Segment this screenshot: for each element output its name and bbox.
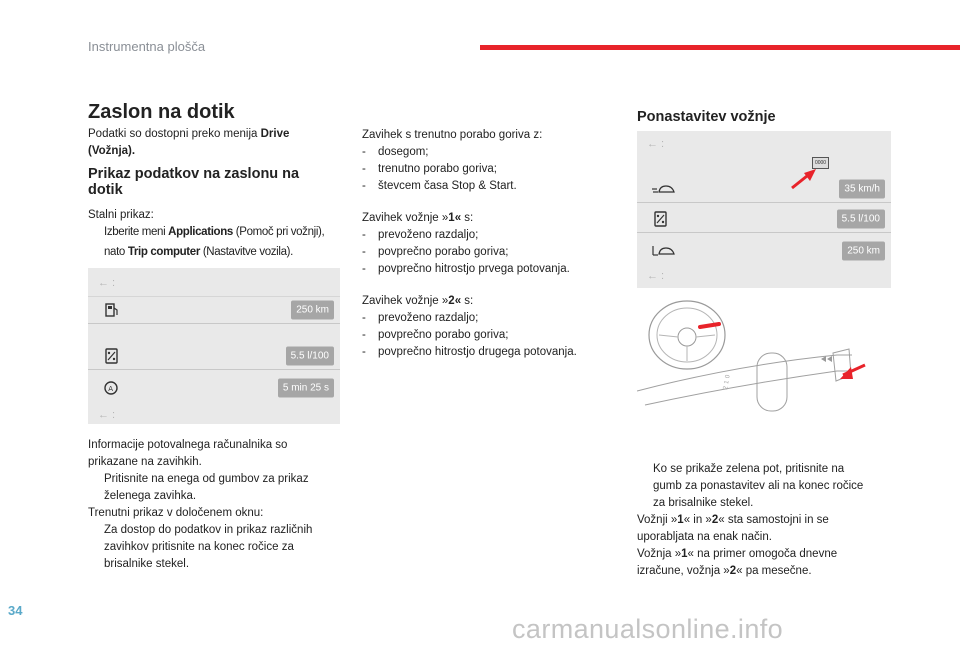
reset-icon: 0000 <box>814 160 827 166</box>
speed-row[interactable] <box>637 175 891 203</box>
permanent-display-block: Stalni prikaz: Izberite meni Applications (Pomoč pri vožnji), nato Trip computer (Nastavitve vozila). <box>88 209 325 258</box>
stop-start-icon <box>100 380 122 396</box>
consumption-value: 5.5 l/100 <box>837 209 885 228</box>
stop-start-row[interactable] <box>88 374 340 402</box>
consumption-value: 5.5 l/100 <box>286 346 334 365</box>
trip1-tab-block: Zavihek vožnje »1« s: - prevoženo razdaljo; - povprečno porabo goriva; - povprečno hitrostjo prvega potovanja. <box>362 212 570 275</box>
average-speed-icon <box>649 181 679 197</box>
trip-computer-screen-2 <box>637 131 891 288</box>
subhead-trip-reset: Ponastavitev vožnje <box>637 109 776 125</box>
bullet-icon <box>88 224 104 241</box>
back-arrow-icon: ← : <box>98 409 116 421</box>
tabs-info-block: Informacije potovalnega računalnika so prikazane na zavihkih. Pritisnite na enega od gumbov za prikaz želenega zavihka. Trenutni prikaz v določenem oknu: Za dostop do podatkov in prikaz različnih zavihkov pritisnite na konec ročice za brisalnike stekel. <box>88 439 313 570</box>
intro-paragraph: Podatki so dostopni preko menija Drive (Vožnja). <box>88 128 290 157</box>
fuel-pump-icon <box>100 302 122 318</box>
back-arrow-icon: ← : <box>647 138 665 150</box>
page-title: Zaslon na dotik <box>88 101 235 123</box>
consumption-row[interactable] <box>637 205 891 233</box>
reset-arrow-icon <box>790 167 820 191</box>
fuel-consumption-icon <box>649 211 671 227</box>
back-arrow-icon: ← : <box>98 277 116 289</box>
trip2-tab-block: Zavihek vožnje »2« s: - prevoženo razdaljo; - povprečno porabo goriva; - povprečno hitrostjo drugega potovanja. <box>362 295 577 358</box>
consumption-row[interactable] <box>88 342 340 370</box>
header-accent-bar <box>480 45 960 50</box>
fuel-consumption-icon <box>100 348 122 364</box>
stop-start-value: 5 min 25 s <box>278 379 334 398</box>
distance-value: 250 km <box>842 242 885 261</box>
page-number: 34 <box>8 603 23 618</box>
section-header: Instrumentna plošča <box>88 39 206 54</box>
back-arrow-icon: ← : <box>647 270 665 282</box>
watermark: carmanualsonline.info <box>512 614 784 644</box>
svg-text:2 1 0: 2 1 0 <box>722 374 732 391</box>
fuel-tab-block: Zavihek s trenutno porabo goriva z: - dosegom; - trenutno porabo goriva; - števcem časa Stop & Start. <box>362 129 543 192</box>
reset-instructions-block: Ko se prikaže zelena pot, pritisnite na gumb za ponastavitev ali na konec ročice za brisalnike stekel. Vožnji »1« in »2« sta samostojni in se uporabljata na enak način. Vožnja »1« na primer omogoča dnevne izračune, vožnja »2« pa mesečne. <box>637 463 864 577</box>
subhead-touchscreen-display: Prikaz podatkov na zaslonu na dotik <box>88 166 300 198</box>
range-row[interactable] <box>88 296 340 324</box>
steering-wheel-illustration <box>637 295 891 425</box>
distance-icon <box>649 243 679 259</box>
svg-text:A: A <box>108 385 114 393</box>
trip-computer-screen-1 <box>88 268 340 424</box>
speed-value: 35 km/h <box>839 179 885 198</box>
range-value: 250 km <box>291 301 334 320</box>
distance-row[interactable] <box>637 237 891 265</box>
